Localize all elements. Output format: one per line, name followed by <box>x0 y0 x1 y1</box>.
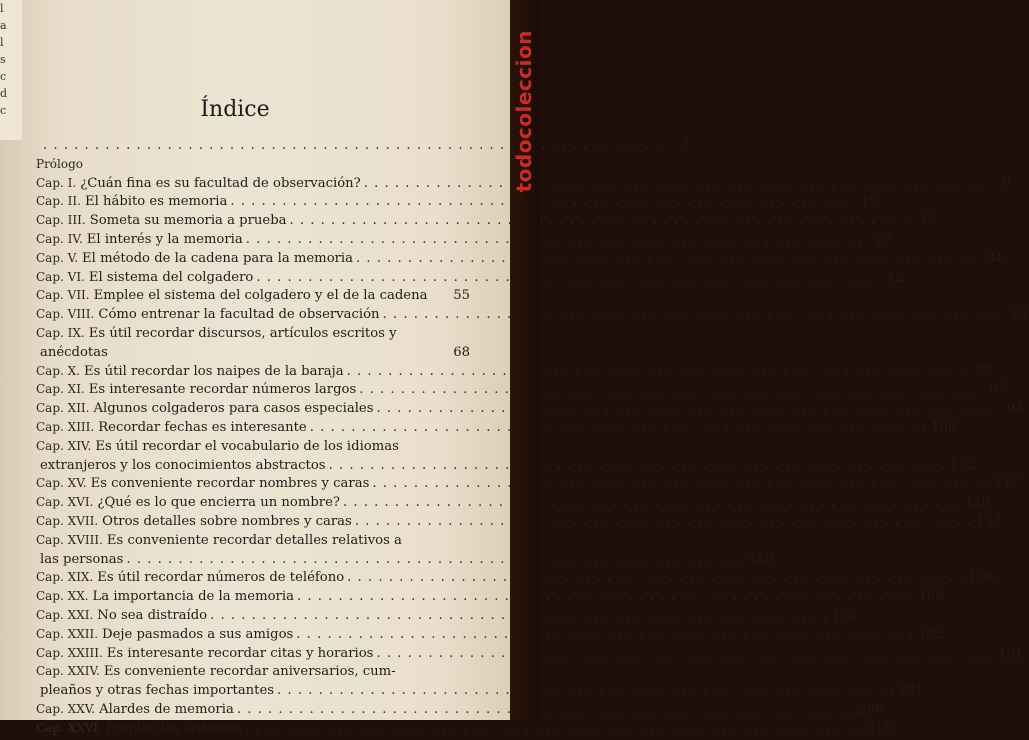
chapter-number: Cap. XX. <box>36 589 89 604</box>
chapter-number: Cap. V. <box>36 250 79 265</box>
dot-leader <box>296 627 914 642</box>
toc-entry <box>36 533 470 552</box>
chapter-title: ¿Cuán fina es su facultad de observación? <box>80 175 361 191</box>
toc-entry <box>36 250 1003 270</box>
page-number: 27 <box>875 231 893 247</box>
page-number: 7 <box>681 138 690 153</box>
page-number: 156 <box>968 570 995 586</box>
chapter-number: Cap. II. <box>36 194 81 209</box>
chapter-number: Cap. XXIV. <box>36 664 100 679</box>
page-number: 68 <box>453 344 470 360</box>
dot-leader <box>343 495 961 510</box>
chapter-number: Cap. VI. <box>36 269 85 284</box>
chapter-title: Deje pasmados a sus amigos <box>102 626 294 642</box>
table-of-contents <box>36 138 1029 740</box>
toc-entry <box>36 345 470 364</box>
chapter-number: Cap. XII. <box>36 401 90 416</box>
page-number: 175 <box>831 607 857 623</box>
toc-entry <box>36 401 1024 420</box>
dot-leader <box>43 138 661 153</box>
toc-entry <box>36 645 1024 665</box>
chapter-number: Cap. XIII. <box>36 419 95 434</box>
chapter-number: Cap. IX. <box>36 325 85 340</box>
toc-entry <box>36 157 470 176</box>
chapter-title: Algunos colgaderos para casos especiales <box>93 401 374 417</box>
chapter-title: La importancia de la memoria <box>92 589 294 605</box>
dot-leader <box>347 570 965 585</box>
chapter-number: Cap. XVI. <box>36 495 94 510</box>
page-number: 100 <box>931 419 957 435</box>
previous-page-text: l a l s c d c <box>0 2 8 117</box>
chapter-number: Cap. VII. <box>36 288 90 303</box>
toc-entry <box>36 607 857 627</box>
page-number: 112 <box>950 457 976 473</box>
chapter-number: Cap. XVII. <box>36 513 99 528</box>
chapter-title: Otros detalles sobre nombres y caras <box>102 513 352 529</box>
chapter-title: Es útil recordar discursos, artículos escritos y <box>88 325 397 341</box>
page-number: 34 <box>986 250 1003 266</box>
chapter-number: Cap. XVIII. <box>36 532 103 547</box>
page-number: 137 <box>976 513 1002 529</box>
toc-entry <box>36 288 470 307</box>
chapter-title: Alardes de memoria <box>99 701 234 717</box>
chapter-title: Es conveniente recordar detalles relativos a <box>106 532 402 548</box>
dot-leader <box>246 232 864 247</box>
page-number: 93 <box>1006 401 1024 417</box>
page-number: 149 <box>748 551 774 567</box>
toc-entry <box>36 382 1007 401</box>
chapter-number: Cap. XV. <box>36 476 87 491</box>
dot-leader <box>359 382 977 397</box>
chapter-title: Cómo entrenar la facultad de observación <box>98 307 380 323</box>
chapter-number: Cap. XI. <box>36 382 85 397</box>
chapter-number: Cap. III. <box>36 213 86 228</box>
dot-leader <box>383 307 1001 322</box>
dot-leader <box>297 589 915 604</box>
dot-leader <box>355 514 973 529</box>
book-spine <box>510 0 540 720</box>
dot-leader <box>126 552 744 567</box>
chapter-title: Es interesante recordar citas y horarios <box>106 645 374 661</box>
toc-entry <box>36 231 893 251</box>
chapter-number: Prólogo <box>36 156 84 171</box>
page-number: 182 <box>917 626 944 642</box>
dot-leader <box>277 683 895 698</box>
dot-leader <box>372 476 990 491</box>
chapter-number: Cap. XXII. <box>36 626 99 641</box>
dot-leader <box>347 364 965 379</box>
toc-entry <box>36 213 937 232</box>
dot-leader <box>237 702 855 717</box>
chapter-title: El interés y la memoria <box>86 231 243 247</box>
chapter-title: Es útil recordar los naipes de la baraja <box>84 363 344 379</box>
toc-entry <box>36 326 470 345</box>
chapter-number: Cap. IV. <box>36 231 83 246</box>
dot-leader <box>245 721 863 736</box>
chapter-title: Someta su memoria a prueba <box>89 213 287 229</box>
chapter-title: Es útil recordar el vocabulario de los idiomas <box>95 438 399 454</box>
watermark: todocoleccion <box>512 30 536 193</box>
chapter-title: Es interesante recordar números largos <box>88 382 357 398</box>
dot-leader <box>310 420 928 435</box>
toc-entry <box>36 476 1020 495</box>
toc-entry <box>36 683 924 702</box>
toc-entry <box>36 664 470 683</box>
dot-leader <box>376 646 994 661</box>
toc-entry <box>36 363 994 383</box>
page-number: 19 <box>919 213 937 229</box>
chapter-number: Cap. VIII. <box>36 307 95 322</box>
chapter-title: No sea distraído <box>97 607 208 623</box>
toc-entry <box>36 419 957 439</box>
chapter-title: ¿Qué es lo que encierra un nombre? <box>97 495 340 511</box>
dot-leader <box>329 458 947 473</box>
toc-entry <box>36 194 878 213</box>
dot-leader <box>290 213 908 228</box>
toc-entry <box>36 570 995 589</box>
page-number: 15 <box>860 194 878 210</box>
page-number: 77 <box>976 363 994 379</box>
page-number: 126 <box>964 495 990 511</box>
toc-entry <box>36 701 884 721</box>
chapter-title: El método de la cadena para la memoria <box>82 250 354 266</box>
page-number: 117 <box>994 476 1020 492</box>
toc-entry <box>36 495 990 514</box>
dot-leader <box>356 251 974 266</box>
toc-entry <box>36 138 690 157</box>
dot-leader <box>256 270 874 285</box>
chapter-number: Cap. X. <box>36 363 81 378</box>
chapter-title: Recordar fechas es interesante <box>98 419 307 435</box>
toc-entry <box>36 307 1029 326</box>
chapter-number: Cap. XXIII. <box>36 645 103 660</box>
page-number: 9 <box>1002 175 1011 191</box>
page-number: 42 <box>886 269 904 285</box>
chapter-number: Cap. XXVI. <box>36 720 102 735</box>
chapter-number: Cap. XXI. <box>36 607 94 622</box>
chapter-title: El sistema del colgadero <box>88 269 254 285</box>
chapter-title: extranjeros y los conocimientos abstractos <box>40 457 326 473</box>
page-number: 201 <box>898 683 924 699</box>
chapter-number: Cap. I. <box>36 175 77 190</box>
chapter-title: Emplee los sistemas <box>105 720 242 736</box>
chapter-title: Emplee el sistema del colgadero y el de la cadena <box>93 288 428 304</box>
toc-entry <box>36 551 774 571</box>
chapter-title: pleaños y otras fechas importantes <box>40 683 275 699</box>
toc-entry <box>36 269 904 289</box>
page-number: 206 <box>858 701 884 717</box>
toc-entry <box>36 513 1002 533</box>
page-number: 168 <box>918 589 944 605</box>
page-number: 87 <box>989 382 1007 398</box>
dot-leader <box>364 176 982 191</box>
chapter-title: Es conveniente recordar nombres y caras <box>90 476 370 492</box>
chapter-number: Cap. XXV. <box>36 701 96 716</box>
page-number: 55 <box>453 288 470 304</box>
chapter-title: Es útil recordar números de teléfono <box>97 570 345 586</box>
chapter-number: Cap. XIX. <box>36 570 94 585</box>
chapter-number: Cap. XIV. <box>36 438 92 453</box>
chapter-title: Es conveniente recordar aniversarios, cum- <box>103 664 396 680</box>
toc-entry <box>36 589 944 608</box>
page-number: 215 <box>866 720 892 736</box>
page-title: Índice <box>200 97 270 122</box>
chapter-title: El hábito es memoria <box>84 194 228 210</box>
toc-entry <box>36 457 976 477</box>
toc-entry <box>36 720 892 740</box>
chapter-title: las personas <box>40 551 124 567</box>
chapter-title: anécdotas <box>40 344 108 360</box>
toc-entry <box>36 175 1011 195</box>
toc-entry <box>36 439 470 458</box>
page-number: 62 <box>1012 307 1029 323</box>
dot-leader <box>377 401 995 416</box>
page-number: 191 <box>998 645 1024 661</box>
toc-entry <box>36 626 944 646</box>
